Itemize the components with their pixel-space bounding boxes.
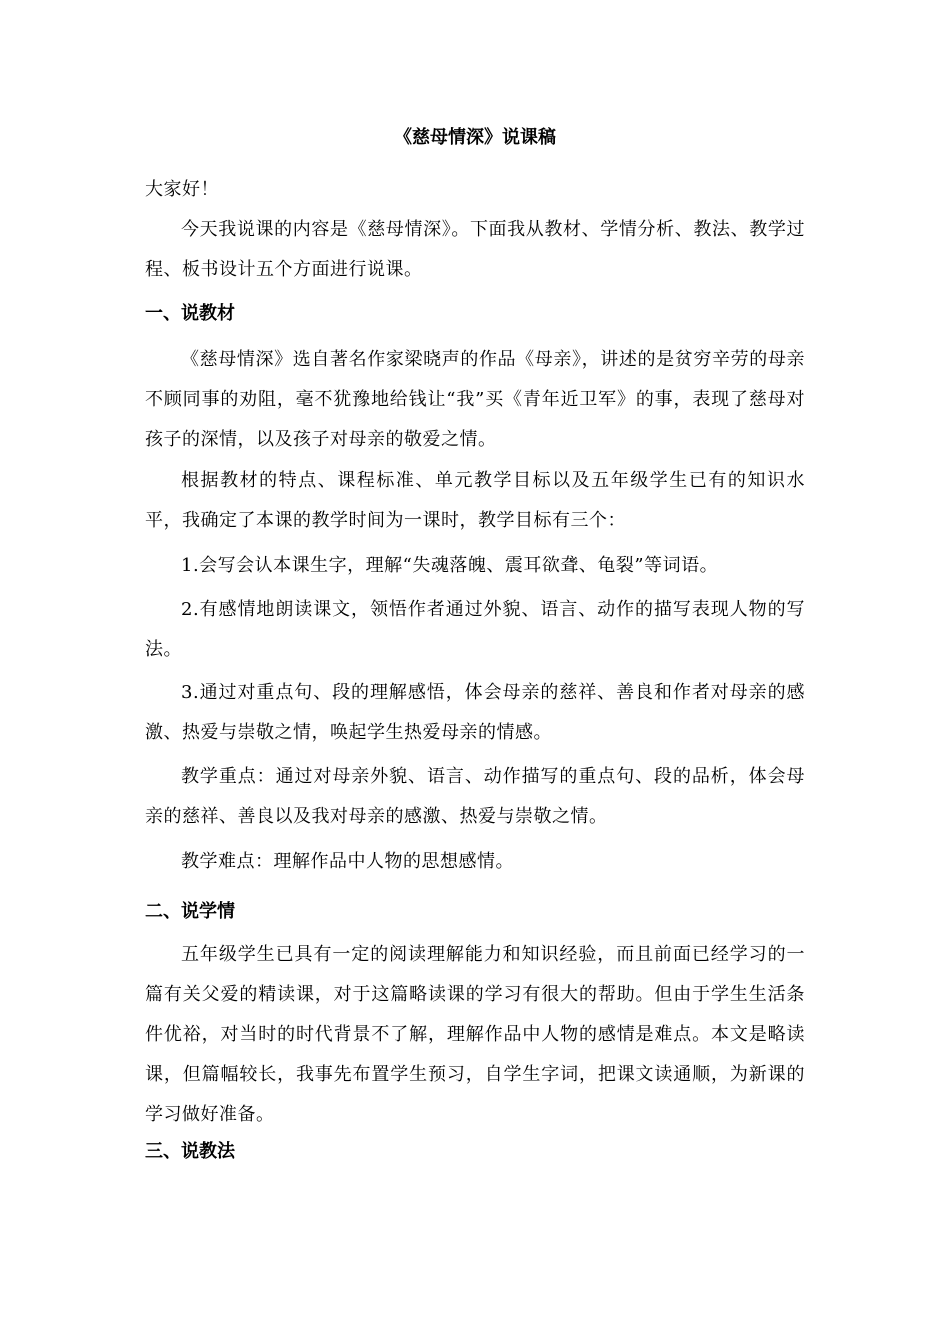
students-paragraph: 五年级学生已具有一定的阅读理解能力和知识经验，而且前面已经学习的一篇有关父爱的精读课，对于这篇略读课的学习有很大的帮助。但由于学生生活条件优裕，对当时的时代背景不了解，理解作品中人物的感情是难点。本文是略读课，但篇幅较长，我事先布置学生预习，自学生字词，把课文读通顺，为新课的学习做好准备。: [145, 944, 805, 1125]
goals-intro-paragraph: 根据教材的特点、课程标准、单元教学目标以及五年级学生已有的知识水平，我确定了本课的教学时间为一课时，教学目标有三个：: [145, 470, 805, 531]
greeting: 大家好！: [145, 179, 219, 200]
goal-2: 2.有感情地朗读课文，领悟作者通过外貌、语言、动作的描写表现人物的写法。: [145, 599, 805, 660]
textbook-paragraph: 《慈母情深》选自著名作家梁晓声的作品《母亲》，讲述的是贫穷辛劳的母亲不顾同事的劝阻，毫不犹豫地给钱让“我”买《青年近卫军》的事，表现了慈母对孩子的深情，以及孩子对母亲的敬爱之情。: [145, 349, 805, 450]
section-heading-textbook: 一、说教材: [145, 303, 235, 324]
intro-paragraph: 今天我说课的内容是《慈母情深》。下面我从教材、学情分析、教法、教学过程、板书设计五个方面进行说课。: [145, 219, 805, 280]
section-heading-methods: 三、说教法: [145, 1141, 235, 1162]
key-point-paragraph: 教学重点：通过对母亲外貌、语言、动作描写的重点句、段的品析，体会母亲的慈祥、善良以及我对母亲的感激、热爱与崇敬之情。: [145, 766, 805, 827]
goal-3: 3.通过对重点句、段的理解感悟，体会母亲的慈祥、善良和作者对母亲的感激、热爱与崇敬之情，唤起学生热爱母亲的情感。: [145, 682, 805, 743]
difficulty-paragraph: 教学难点：理解作品中人物的思想感情。: [181, 851, 514, 872]
goal-1: 1.会写会认本课生字，理解“失魂落魄、震耳欲聋、龟裂”等词语。: [181, 555, 719, 576]
section-heading-students: 二、说学情: [145, 901, 235, 922]
document-title: 《慈母情深》说课稿: [394, 127, 556, 148]
